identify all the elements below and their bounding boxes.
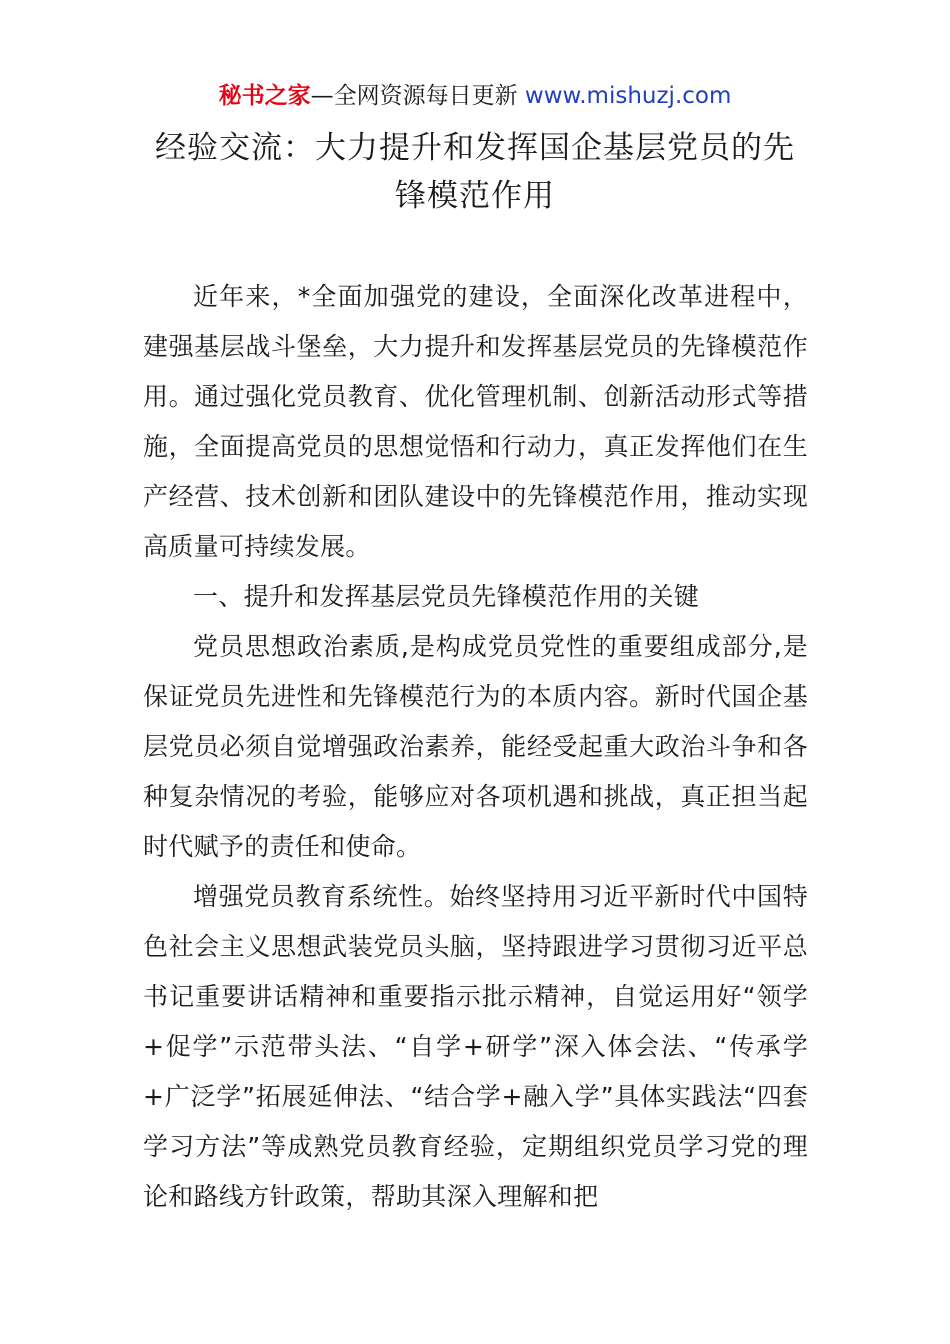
- site-tagline: —全网资源每日更新: [310, 83, 525, 109]
- document-title: 经验交流：大力提升和发挥国企基层党员的先锋模范作用: [155, 130, 795, 214]
- paragraph-education: 增强党员教育系统性。始终坚持用习近平新时代中国特色社会主义思想武装党员头脑，坚持跟进学习贯彻习近平总书记重要讲话精神和重要指示批示精神，自觉运用好“领学+促学”示范带头法、“自学+研学”深入体会法、“传承学+广泛学”拓展延伸法、“结合学+融入学”具体实践法“四套学习方法”等成熟党员教育经验，定期组织党员学习党的理论和路线方针政策，帮助其深入理解和把: [143, 882, 808, 1211]
- document-body: [143, 272, 808, 1222]
- section-heading: 一、提升和发挥基层党员先锋模范作用的关键: [193, 582, 700, 611]
- site-url-link[interactable]: www.mishuzj.com: [524, 83, 732, 109]
- paragraph-intro: 近年来，*全面加强党的建设，全面深化改革进程中，建强基层战斗堡垒，大力提升和发挥基层党员的先锋模范作用。通过强化党员教育、优化管理机制、创新活动形式等措施，全面提高党员的思想觉悟和行动力，真正发挥他们在生产经营、技术创新和团队建设中的先锋模范作用，推动实现高质量可持续发展。: [143, 282, 808, 561]
- paragraph-political-quality: 党员思想政治素质,是构成党员党性的重要组成部分,是保证党员先进性和先锋模范行为的本质内容。新时代国企基层党员必须自觉增强政治素养，能经受起重大政治斗争和各种复杂情况的考验，能够应对各项机遇和挑战，真正担当起时代赋予的责任和使命。: [143, 632, 808, 861]
- site-brand: 秘书之家: [218, 83, 311, 109]
- site-header: [0, 80, 950, 112]
